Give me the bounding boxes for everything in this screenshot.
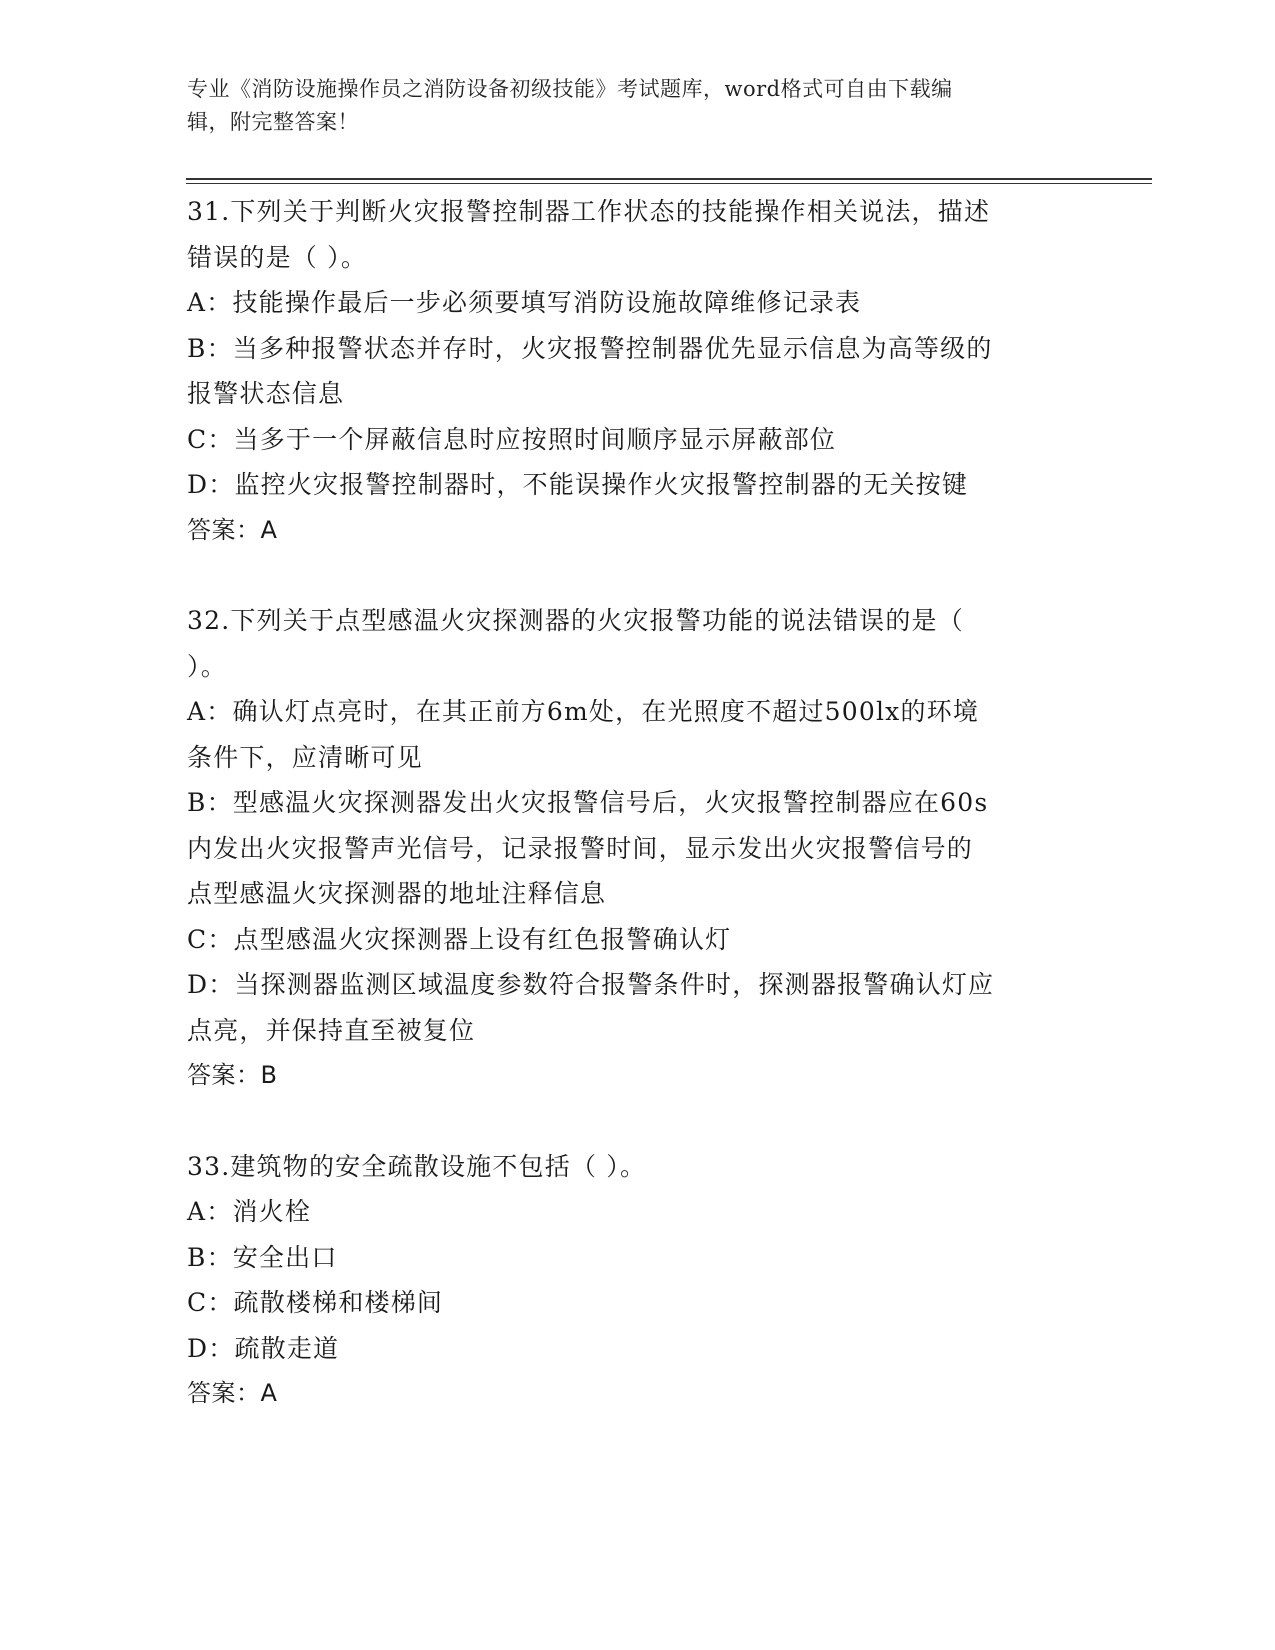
option-d: D：疏散走道 (187, 1333, 340, 1363)
question-stem: ）。 (187, 651, 227, 681)
option-b: 点型感温火灾探测器的地址注释信息 (187, 879, 607, 908)
option-b: 报警状态信息 (187, 379, 345, 408)
option-d: 点亮，并保持直至被复位 (187, 1015, 476, 1045)
option-a: A：确认灯点亮时，在其正前方6m处，在光照度不超过500lx的环境 (187, 697, 980, 726)
header-divider (186, 178, 1152, 180)
option-b: B：安全出口 (187, 1242, 338, 1272)
option-a: A：消火栓 (187, 1197, 312, 1226)
question-31 (187, 189, 1087, 553)
answer-label: 答案：A (187, 515, 278, 544)
document-header (187, 73, 1067, 139)
question-stem: 错误的是（ ）。 (187, 242, 368, 272)
question-list (187, 189, 1087, 1417)
question-stem: 31.下列关于判断火灾报警控制器工作状态的技能操作相关说法，描述 (187, 197, 991, 226)
question-32 (187, 598, 1087, 1099)
option-c: C：当多于一个屏蔽信息时应按照时间顺序显示屏蔽部位 (187, 424, 837, 454)
option-b: 内发出火灾报警声光信号，记录报警时间，显示发出火灾报警信号的 (187, 833, 974, 863)
question-33 (187, 1144, 1087, 1417)
option-a: A：技能操作最后一步必须要填写消防设施故障维修记录表 (187, 288, 862, 317)
option-b: B：型感温火灾探测器发出火灾报警信号后，火灾报警控制器应在60s (187, 788, 989, 817)
question-stem: 33.建筑物的安全疏散设施不包括（ ）。 (187, 1151, 647, 1181)
header-line: 专业《消防设施操作员之消防设备初级技能》考试题库，word格式可自由下载编 (187, 77, 953, 101)
option-d: D：当探测器监测区域温度参数符合报警条件时，探测器报警确认灯应 (187, 970, 995, 999)
option-b: B：当多种报警状态并存时，火灾报警控制器优先显示信息为高等级的 (187, 333, 993, 363)
header-divider-thin (186, 183, 1152, 184)
answer-label: 答案：B (187, 1061, 278, 1089)
header-line: 辑，附完整答案！ (187, 110, 359, 134)
answer-label: 答案：A (187, 1379, 278, 1407)
option-a: 条件下，应清晰可见 (187, 742, 423, 772)
question-stem: 32.下列关于点型感温火灾探测器的火灾报警功能的说法错误的是（ (187, 606, 964, 635)
option-d: D：监控火灾报警控制器时，不能误操作火灾报警控制器的无关按键 (187, 470, 969, 499)
option-c: C：点型感温火灾探测器上设有红色报警确认灯 (187, 924, 732, 954)
option-c: C：疏散楼梯和楼梯间 (187, 1288, 444, 1317)
